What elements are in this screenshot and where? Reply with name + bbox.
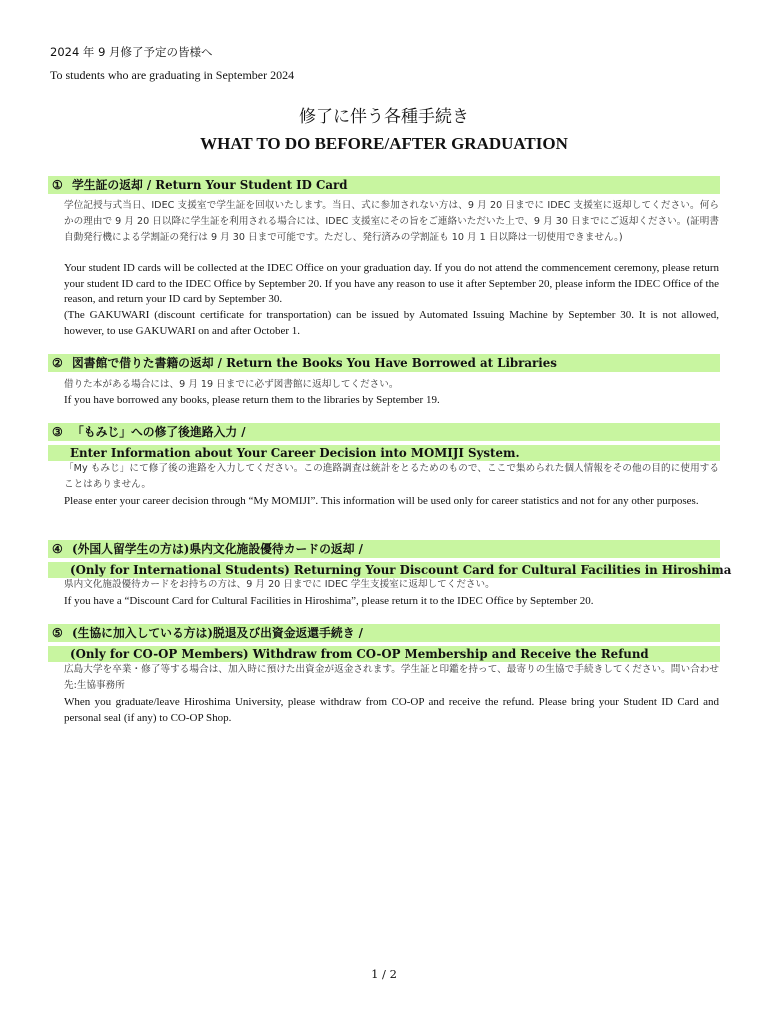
- section-1-text-en-note: (The GAKUWARI (discount certificate for transportation) can be issued by Automated Issuing Machine by September 30. It is not allowed, however, to use GAKUWARI on and after October 1.: [64, 309, 719, 337]
- section-3-text-ja: 「My もみじ」にて修了後の進路を入力してください。この進路調査は統計をとるためのもので、ここで集められた個人情報をその他の目的に使用することはありません。: [64, 463, 719, 490]
- section-4-text-ja: 県内文化施設優待カードをお持ちの方は、9 月 20 日までに IDEC 学生支援室に返却してください。: [64, 579, 495, 590]
- section-5-text-ja: 広島大学を卒業・修了等する場合は、加入時に預けた出資金が返金されます。学生証と印鑑を持って、最寄りの生協で手続きしてください。問い合わせ先:生協事務所: [64, 664, 719, 691]
- section-5-heading: [48, 624, 720, 642]
- section-2-text-en: If you have borrowed any books, please return them to the libraries by September 19.: [64, 394, 440, 406]
- section-5-title: (生協に加入している方は)脱退及び出資金返還手続き /: [72, 626, 363, 640]
- section-3-heading: [48, 423, 720, 441]
- section-5-text-en: When you graduate/leave Hiroshima University, please withdraw from CO-OP and receive the refund. Please bring your Student ID Card and personal seal (if any) to CO-OP Shop.: [64, 696, 719, 724]
- section-4-number: ④: [52, 542, 63, 556]
- section-3-text-en: Please enter your career decision through “My MOMIJI”. This information will be used only for career statistics and not for any other purposes.: [64, 495, 699, 507]
- section-1-title: 学生証の返却 / Return Your Student ID Card: [72, 178, 348, 192]
- section-1-text-ja: 学位記授与式当日、IDEC 支援室で学生証を回収いたします。当日、式に参加されない方は、9 月 20 日までに IDEC 支援室に返却してください。何らかの理由で 9 月 20 日以降に学生証を利用される場合には、IDEC 支援室にその旨をご連絡いただいた上で、9 月 30 日までにご返却ください。(証明書自動発行機による学割証の発行は 9 月 30 日まで可能です。ただし、発行済みの学割証も 10 月 1 日以降は一切使用できません。): [64, 200, 719, 243]
- section-4-text-en: If you have a “Discount Card for Cultural Facilities in Hiroshima”, please return it to the IDEC Office by September 20.: [64, 595, 594, 607]
- section-5-heading-en: (Only for CO-OP Members) Withdraw from CO-OP Membership and Receive the Refund: [48, 646, 720, 662]
- section-1-text-en: Your student ID cards will be collected at the IDEC Office on your graduation day. If you do not attend the commencement ceremony, please return your student ID card to the IDEC Office by September 20. If you have any reason to use it after September 20, please inform the IDEC Office of the reason, and return your ID card by September 30.: [64, 262, 719, 305]
- section-2-number: ②: [52, 356, 63, 370]
- section-5-number: ⑤: [52, 626, 63, 640]
- section-1-number: ①: [52, 178, 63, 192]
- header-line-en: To students who are graduating in September 2024: [50, 68, 295, 82]
- header-line-ja: 2024 年 9 月修了予定の皆様へ: [50, 45, 213, 59]
- section-3-number: ③: [52, 425, 63, 439]
- section-4-heading-en: (Only for International Students) Returning Your Discount Card for Cultural Facilities in Hiroshima: [48, 562, 720, 578]
- section-3-heading-en: Enter Information about Your Career Decision into MOMIJI System.: [48, 445, 720, 461]
- section-2-text-ja: 借りた本がある場合には、9 月 19 日までに必ず図書館に返却してください。: [64, 379, 399, 390]
- page-title-ja: 修了に伴う各種手続き: [299, 107, 469, 127]
- section-4-heading: [48, 540, 720, 558]
- section-4-title: (外国人留学生の方は)県内文化施設優待カードの返却 /: [72, 542, 363, 556]
- section-1-heading: [48, 176, 720, 194]
- section-2-title: 図書館で借りた書籍の返却 / Return the Books You Have Borrowed at Libraries: [72, 356, 557, 370]
- page-number: 1 / 2: [371, 967, 397, 981]
- section-2-heading: [48, 354, 720, 372]
- page-title-en: WHAT TO DO BEFORE/AFTER GRADUATION: [200, 134, 568, 153]
- section-3-title: 「もみじ」への修了後進路入力 /: [72, 425, 246, 439]
